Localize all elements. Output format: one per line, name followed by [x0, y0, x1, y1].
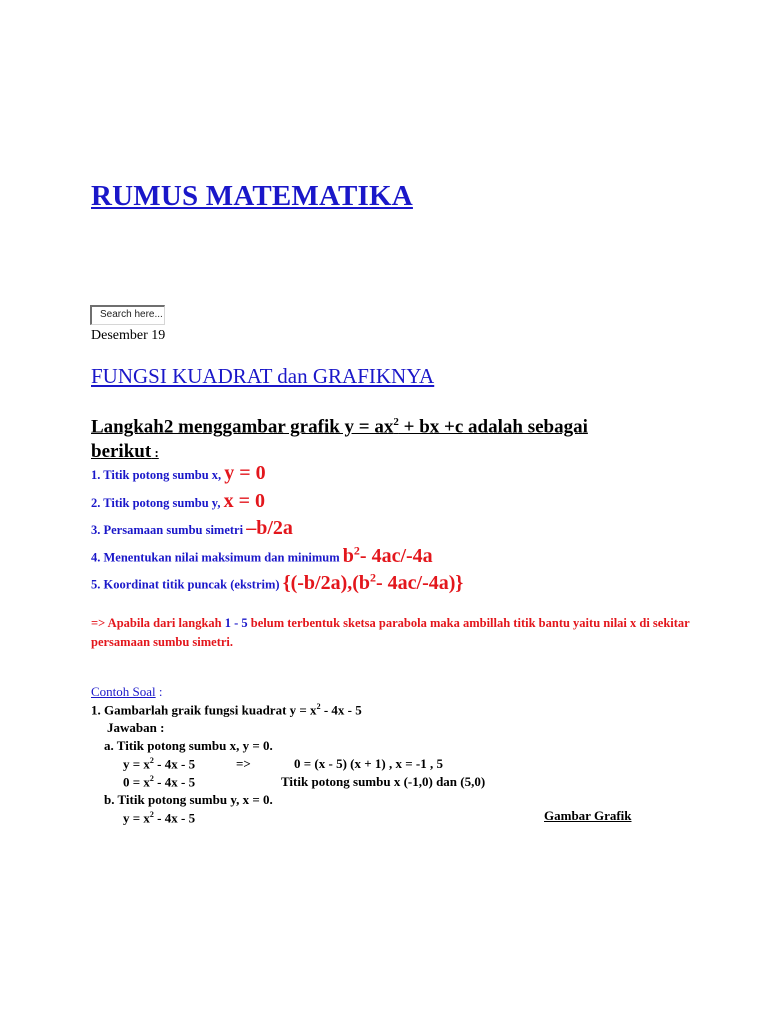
part-b-title: b. Titik potong sumbu y, x = 0. — [104, 792, 273, 807]
part-a-line1-right: 0 = (x - 5) (x + 1) , x = -1 , 5 — [294, 756, 443, 771]
q1-text-a: 1. Gambarlah graik fungsi kuadrat y = x — [91, 702, 317, 718]
step-2-label: 2. Titik potong sumbu y, — [91, 496, 224, 510]
step-5-formula-sup: 2 — [370, 570, 377, 584]
note-before: => Apabila dari langkah — [91, 616, 225, 630]
example-heading — [91, 684, 163, 700]
blog-title[interactable]: RUMUS MATEMATIKA — [91, 180, 413, 212]
search-input[interactable]: Search here... — [90, 305, 165, 325]
intro-colon: : — [151, 445, 159, 461]
step-3 — [91, 517, 293, 540]
step-1-label: 1. Titik potong sumbu x, — [91, 468, 225, 482]
part-a-line1-left — [123, 756, 195, 772]
step-5-label: 5. Koordinat titik puncak (ekstrim) — [91, 577, 283, 592]
step-4-formula — [343, 545, 433, 567]
q1-text-b: - 4x - 5 — [320, 702, 362, 718]
part-b-line1-a: y = x — [123, 810, 150, 826]
step-4-formula-a: b — [342, 544, 354, 567]
part-a-line2-left — [123, 774, 195, 790]
step-4 — [91, 543, 433, 568]
q1-sup: 2 — [316, 702, 321, 711]
step-5 — [91, 570, 463, 595]
post-title[interactable]: FUNGSI KUADRAT dan GRAFIKNYA — [91, 364, 435, 388]
step-4-label: 4. Menentukan nilai maksimum dan minimum — [91, 550, 343, 565]
intro-sup: 2 — [393, 416, 399, 428]
part-a-arrow: => — [236, 756, 251, 771]
step-1-formula: y = 0 — [224, 462, 266, 484]
step-4-formula-sup: 2 — [353, 543, 360, 557]
step-2 — [91, 490, 265, 513]
example-colon: : — [155, 684, 163, 699]
part-a-line2-left-b: - 4x - 5 — [153, 774, 196, 790]
step-5-formula-b: - 4ac/-4a)} — [376, 571, 464, 594]
part-b-line1-sup: 2 — [149, 810, 154, 819]
part-a-title: a. Titik potong sumbu x, y = 0. — [104, 738, 273, 753]
intro-heading — [91, 410, 651, 465]
intro-text-b: + bx +c adalah sebagai berikut — [91, 416, 588, 463]
example-label: Contoh Soal — [91, 684, 156, 699]
step-3-label: 3. Persamaan sumbu simetri — [91, 523, 247, 537]
part-a-line2-left-a: 0 = x — [123, 774, 150, 790]
step-1 — [91, 462, 266, 485]
graph-label: Gambar Grafik — [544, 808, 632, 823]
note-paragraph — [91, 614, 691, 652]
part-a-line2-right: Titik potong sumbu x (-1,0) dan (5,0) — [281, 774, 486, 789]
step-5-formula — [283, 572, 464, 594]
question-1 — [91, 702, 362, 718]
answer-label: Jawaban : — [107, 720, 165, 735]
part-a-line1-left-b: - 4x - 5 — [153, 756, 196, 772]
step-2-formula: x = 0 — [223, 490, 265, 512]
step-5-formula-a: {(-b/2a),(b — [282, 571, 371, 594]
post-date: Desember 19 — [91, 328, 166, 343]
note-after: belum terbentuk sketsa parabola maka ambillah titik bantu yaitu nilai x di sekitar persamaan sumbu simetri. — [91, 616, 690, 649]
part-b-line1-b: - 4x - 5 — [153, 810, 196, 826]
part-a-line1-sup: 2 — [149, 756, 154, 765]
part-a-line2-sup: 2 — [149, 774, 154, 783]
part-a-line1-left-a: y = x — [123, 756, 150, 772]
intro-text-a: Langkah2 menggambar grafik y = ax — [91, 416, 394, 438]
part-b-line1 — [123, 810, 195, 826]
step-4-formula-b: - 4ac/-4a — [359, 544, 433, 567]
note-steps-range: 1 - 5 — [224, 616, 248, 630]
step-3-formula: –b/2a — [246, 517, 293, 539]
